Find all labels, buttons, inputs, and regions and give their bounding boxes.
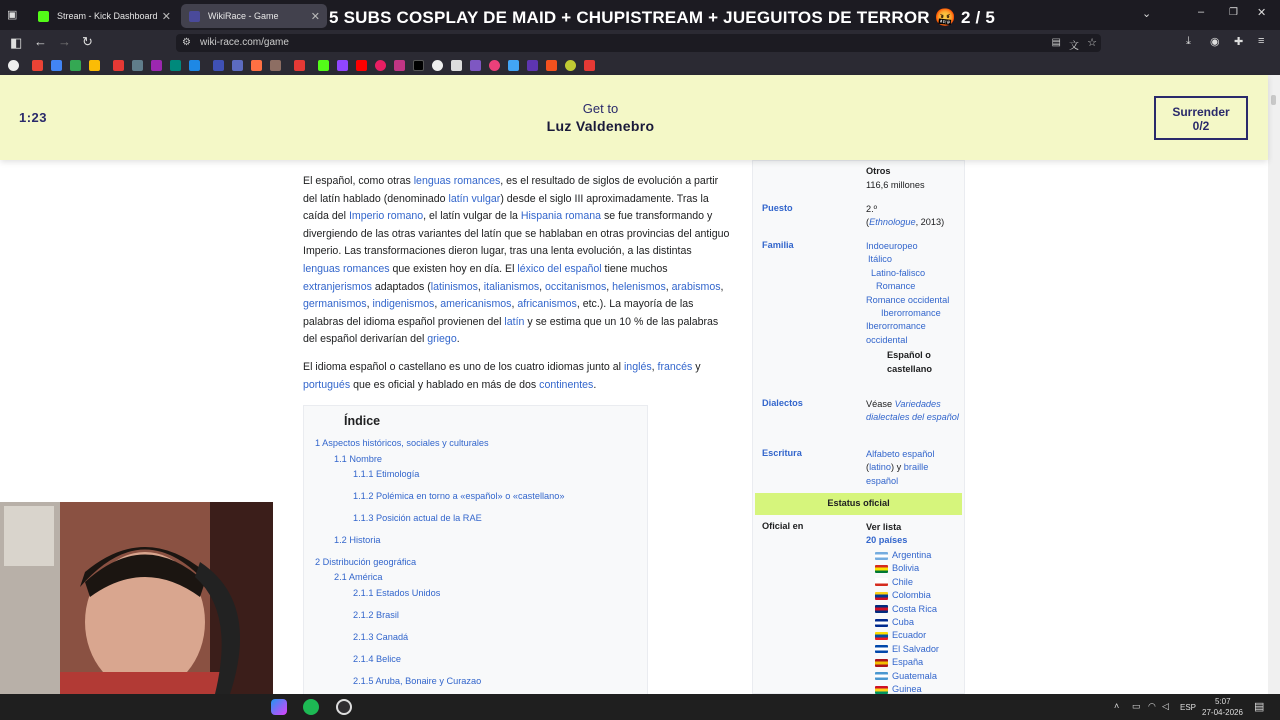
flag-icon (875, 686, 888, 694)
tab-kick-dashboard[interactable] (30, 4, 178, 28)
flag-icon (875, 659, 888, 667)
country-name: Guatemala (892, 670, 937, 681)
bookmark-icon[interactable] (565, 60, 576, 71)
get-to-label: Get to (582, 101, 619, 116)
familia-link[interactable]: Romance (876, 281, 916, 292)
bookmark-star-icon[interactable]: ☆ (1087, 37, 1097, 49)
surrender-count: 0/2 (1192, 119, 1210, 133)
browser-toolbar (0, 30, 1280, 56)
clock-date[interactable]: 27-04-2026 (1202, 708, 1243, 717)
reload-icon[interactable]: ↻ (82, 34, 93, 49)
extensions-icon[interactable]: ✚ (1234, 36, 1244, 48)
surrender-label: Surrender (1172, 105, 1230, 119)
paragraph-text: se fue transformando y divergiendo de las otras variantes del latín que se hablaban en otras provincias del antiguo Imperio. Las transformaciones dieron lugar, tras una lenta evolución, a las distintas (303, 210, 730, 258)
wiki-link[interactable]: continentes (539, 378, 594, 391)
country-link[interactable] (875, 563, 919, 573)
country-link[interactable] (875, 617, 914, 627)
paragraph-text: , (665, 280, 672, 293)
browser-tab-strip (0, 0, 1280, 30)
paragraph-text: y se estima que un 10 % de las palabras del español derivarían del (303, 315, 719, 346)
paragraph-text: , (366, 298, 373, 311)
bookmark-icon[interactable] (394, 60, 405, 71)
translate-icon[interactable]: 文 (1069, 41, 1079, 52)
bookmark-icon[interactable] (251, 60, 262, 71)
language-infobox (752, 160, 965, 694)
wiki-link[interactable]: occitanismos (545, 280, 607, 293)
country-name: Ecuador (892, 630, 927, 641)
familia-link[interactable]: Indoeuropeo (866, 241, 918, 251)
bookmark-icon[interactable] (451, 60, 462, 71)
paragraph-text: , (606, 280, 613, 293)
paragraph-text: adaptados ( (371, 280, 431, 293)
bookmark-icon[interactable] (356, 60, 367, 71)
country-link[interactable] (875, 590, 931, 600)
menu-icon[interactable]: ≡ (1258, 35, 1265, 47)
bookmark-icon[interactable] (132, 60, 143, 71)
minimize-icon[interactable]: – (1198, 6, 1205, 18)
estatus-oficial-heading: Estatus oficial (755, 493, 962, 515)
country-link[interactable] (875, 644, 939, 654)
puesto-year: , 2013) (915, 217, 945, 228)
site-info-icon[interactable]: ⚙ (182, 37, 191, 48)
bookmark-icon[interactable] (546, 60, 557, 71)
bookmark-icon[interactable] (270, 60, 281, 71)
country-name: Argentina (892, 550, 932, 560)
country-name: Cuba (892, 617, 914, 627)
url-text: wiki-race.com/game (200, 37, 289, 48)
country-name: Costa Rica (892, 603, 937, 614)
country-name: Chile (892, 576, 913, 587)
wiki-link[interactable]: germanismos (303, 298, 367, 311)
bookmark-icon[interactable] (232, 60, 243, 71)
bookmark-icon[interactable] (8, 60, 19, 71)
country-name: El Salvador (892, 643, 939, 654)
braille-link[interactable]: braille español (866, 462, 929, 486)
toc-item[interactable]: 1.1.3 Posición actual de la RAE (353, 513, 482, 523)
kick-favicon-icon (38, 11, 49, 22)
flag-icon (875, 645, 888, 653)
tab-wikirace-game[interactable] (181, 4, 327, 28)
close-tab-icon[interactable]: ✕ (161, 10, 171, 23)
bookmark-icon[interactable] (51, 60, 62, 71)
reader-view-icon[interactable]: ▤ (1051, 37, 1061, 48)
chevron-down-icon[interactable]: ⌄ (1142, 8, 1152, 20)
page-scrollbar[interactable] (1268, 75, 1280, 694)
country-link[interactable] (875, 577, 913, 587)
toc-title: Índice (344, 414, 381, 428)
forward-icon[interactable]: → (58, 34, 71, 49)
obs-icon[interactable] (336, 699, 352, 715)
wiki-link[interactable]: latín vulgar (448, 192, 501, 205)
country-link[interactable] (875, 630, 926, 640)
wiki-link[interactable]: helenismos (612, 280, 666, 293)
country-link[interactable] (875, 684, 922, 694)
flag-icon (875, 565, 888, 573)
table-of-contents (303, 405, 648, 705)
flag-icon (875, 672, 888, 680)
infobox-escritura-label: Escritura (762, 448, 802, 458)
downloads-icon[interactable]: ⤓ (1186, 35, 1191, 47)
bookmark-icon[interactable] (113, 60, 124, 71)
surrender-button[interactable] (1154, 96, 1248, 140)
bookmark-icon[interactable] (470, 60, 481, 71)
wiki-link[interactable]: africanismos (517, 298, 577, 311)
tab-list-icon[interactable]: ▣ (7, 9, 18, 21)
infobox-otros-label: Otros (866, 166, 891, 176)
bookmark-icon[interactable] (413, 60, 424, 71)
bookmark-icon[interactable] (318, 60, 329, 71)
wiki-link[interactable]: italianismos (483, 280, 540, 293)
article-paragraph (303, 173, 731, 349)
infobox-dialectos-label: Dialectos (762, 398, 803, 408)
paragraph-text: El español, como otras (303, 175, 414, 187)
bookmark-icon[interactable] (170, 60, 181, 71)
wiki-link[interactable]: inglés (623, 360, 652, 373)
ver-lista-toggle[interactable]: Ver lista (866, 522, 902, 532)
wiki-link[interactable]: latín (504, 315, 525, 328)
wikirace-game-header (0, 75, 1268, 160)
familia-link[interactable]: Iberorromance occidental (866, 321, 926, 345)
copilot-icon[interactable] (271, 699, 287, 715)
ethnologue-link[interactable]: Ethnologue (869, 217, 916, 228)
volume-icon[interactable]: ◁ (1162, 701, 1169, 711)
country-name: Bolivia (892, 563, 920, 574)
dialectos-prefix: Véase (866, 399, 895, 409)
wiki-link[interactable]: lenguas romances (413, 175, 501, 187)
paragraph-text: El idioma español o castellano es uno de los cuatro idiomas junto al (303, 360, 624, 373)
paragraph-text: tiene muchos (601, 262, 668, 275)
paragraph-text: , etc.). La mayoría de las palabras del idioma español provienen del (303, 298, 694, 328)
wiki-link[interactable]: latinismos (430, 280, 478, 293)
streamer-webcam-image (0, 502, 273, 694)
account-icon[interactable]: ◉ (1210, 36, 1220, 48)
bookmark-icon[interactable] (32, 60, 43, 71)
paragraph-text: que es oficial y hablado en más de dos (350, 378, 540, 391)
close-window-icon[interactable]: ✕ (1257, 7, 1267, 19)
infobox-puesto-value: 2.º (Ethnologue, 2013) (866, 204, 945, 228)
toc-item[interactable]: 1.2 Historia (334, 535, 381, 545)
country-name: Guinea (892, 684, 922, 694)
bookmark-icon[interactable] (189, 60, 200, 71)
paragraph-text: , (720, 280, 724, 293)
article-paragraph (303, 359, 731, 394)
paragraph-text: y (692, 360, 701, 373)
bookmark-icon[interactable] (294, 60, 305, 71)
infobox-familia-value (866, 240, 962, 376)
bookmark-icon[interactable] (527, 60, 538, 71)
paises-count-link[interactable]: 20 países (866, 535, 908, 545)
infobox-dialectos-value (866, 398, 962, 425)
tab-label: Stream - Kick Dashboard (57, 11, 158, 21)
scrollbar-thumb[interactable] (1271, 95, 1276, 105)
infobox-escritura-value: Alfabeto español (latino) y braille español (866, 449, 935, 486)
infobox-familia-label: Familia (762, 240, 794, 250)
restore-icon[interactable]: ❐ (1229, 7, 1238, 18)
country-name: España (892, 657, 924, 668)
familia-current: Español o castellano (887, 350, 932, 374)
toc-item[interactable]: 1 Aspectos históricos, sociales y culturales (315, 438, 489, 448)
wikirace-favicon-icon (189, 11, 200, 22)
bookmark-icon[interactable] (432, 60, 443, 71)
wiki-link[interactable]: arabismos (671, 280, 721, 293)
paragraph-text: . (593, 378, 597, 391)
flag-icon (875, 578, 888, 586)
bookmark-icon[interactable] (375, 60, 386, 71)
paragraph-text: que existen hoy en día. El (389, 262, 518, 275)
wiki-link[interactable]: americanismos (440, 298, 512, 311)
toc-item[interactable]: 2.1.3 Canadá (353, 632, 409, 642)
toc-item[interactable]: 2.1.4 Belice (353, 654, 402, 664)
paragraph-text: , (477, 280, 484, 293)
toc-item[interactable]: 1.1 Nombre (334, 454, 383, 464)
bookmark-icon[interactable] (213, 60, 224, 71)
bookmark-icon[interactable] (89, 60, 100, 71)
notifications-icon[interactable]: ▤ (1254, 701, 1265, 713)
familia-link[interactable]: Itálico (868, 254, 893, 265)
bookmark-icon[interactable] (584, 60, 595, 71)
infobox-oficial-label: Oficial en (762, 521, 804, 531)
bookmark-icon[interactable] (151, 60, 162, 71)
bookmark-icon[interactable] (508, 60, 519, 71)
wifi-icon[interactable]: ◠ (1148, 701, 1156, 711)
clock-time[interactable]: 5:07 (1215, 697, 1231, 706)
familia-link[interactable]: Romance occidental (866, 294, 950, 305)
country-link[interactable] (875, 671, 937, 681)
paragraph-text: , es el resultado de siglos de evolución a partir del latín hablado (denominado (303, 175, 719, 205)
country-link[interactable] (875, 657, 923, 667)
flag-icon (875, 605, 888, 613)
windows-taskbar (0, 694, 1280, 720)
paragraph-text: , (511, 298, 518, 311)
article-body (303, 173, 731, 404)
paragraph-text: , (651, 360, 658, 373)
flag-icon (875, 619, 888, 627)
wiki-link[interactable]: extranjerismos (303, 280, 372, 293)
country-link[interactable] (875, 550, 931, 560)
familia-link[interactable]: Iberorromance (881, 308, 941, 319)
familia-link[interactable]: Latino-falisco (871, 267, 926, 278)
variedades-dialectales-link[interactable]: Variedades dialectales del español (866, 399, 959, 423)
game-timer: 1:23 (19, 110, 48, 125)
network-icon[interactable]: ▭ (1132, 701, 1141, 711)
bookmarks-bar (0, 56, 1280, 75)
back-icon[interactable]: ← (34, 34, 47, 49)
toc-item[interactable]: 2 Distribución geográfica (315, 557, 417, 567)
toc-item[interactable]: 2.1.2 Brasil (353, 610, 399, 620)
flag-icon (875, 552, 888, 560)
bookmark-icon[interactable] (489, 60, 500, 71)
wiki-link[interactable]: léxico del español (517, 262, 602, 275)
paragraph-text: . (456, 333, 460, 346)
wiki-link[interactable]: lenguas romances (303, 262, 390, 275)
stream-title-overlay: 5 SUBS COSPLAY DE MAID + CHUPISTREAM + JUEGUITOS DE TERROR 🤬 2 / 5 (329, 8, 996, 27)
toc-item[interactable]: 2.1.5 Aruba, Bonaire y Curazao (353, 676, 482, 686)
spotify-icon[interactable] (303, 699, 319, 715)
wiki-link[interactable]: francés (657, 360, 693, 373)
paragraph-text: ) desde el siglo III aproximadamente. Tras la caída del (303, 192, 709, 223)
close-tab-icon[interactable]: ✕ (310, 10, 320, 23)
toc-item[interactable]: 1.1.1 Etimología (353, 469, 420, 479)
country-name: Colombia (892, 590, 931, 601)
keyboard-language[interactable]: ESP (1180, 703, 1197, 712)
webcam-overlay (0, 502, 273, 694)
wiki-link[interactable]: Hispania romana (520, 210, 601, 223)
infobox-otros-value: 116,6 millones (866, 180, 925, 190)
paragraph-text: , (434, 298, 441, 311)
flag-icon (875, 632, 888, 640)
flag-icon (875, 592, 888, 600)
latino-link[interactable]: latino (869, 462, 892, 473)
puesto-rank: 2.º (866, 204, 878, 214)
address-bar[interactable] (176, 34, 1101, 52)
paragraph-text: , (539, 280, 546, 293)
escritura-mid: ) y (891, 462, 904, 473)
country-link[interactable] (875, 604, 937, 614)
wiki-link[interactable]: portugués (303, 378, 351, 391)
wiki-link[interactable]: Imperio romano (348, 210, 424, 223)
bookmark-icon[interactable] (70, 60, 81, 71)
toc-item[interactable]: 1.1.2 Polémica en torno a «español» o «castellano» (353, 491, 565, 501)
bookmark-icon[interactable] (337, 60, 348, 71)
infobox-puesto-label: Puesto (762, 203, 793, 213)
sidebar-icon[interactable]: ◧ (10, 35, 23, 50)
wiki-link[interactable]: griego (427, 333, 457, 346)
wiki-link[interactable]: indigenismos (372, 298, 435, 311)
system-tray-chevron-icon[interactable]: ˄ (1114, 701, 1120, 711)
toc-item[interactable]: 2.1 América (334, 572, 383, 582)
paragraph-text: , el latín vulgar de la (423, 210, 521, 223)
alfabeto-espanol-link[interactable]: Alfabeto español (866, 449, 935, 459)
target-article-title: Luz Valdenebro (546, 118, 655, 134)
tab-label: WikiRace - Game (208, 11, 279, 21)
toc-item[interactable]: 2.1.1 Estados Unidos (353, 588, 441, 598)
